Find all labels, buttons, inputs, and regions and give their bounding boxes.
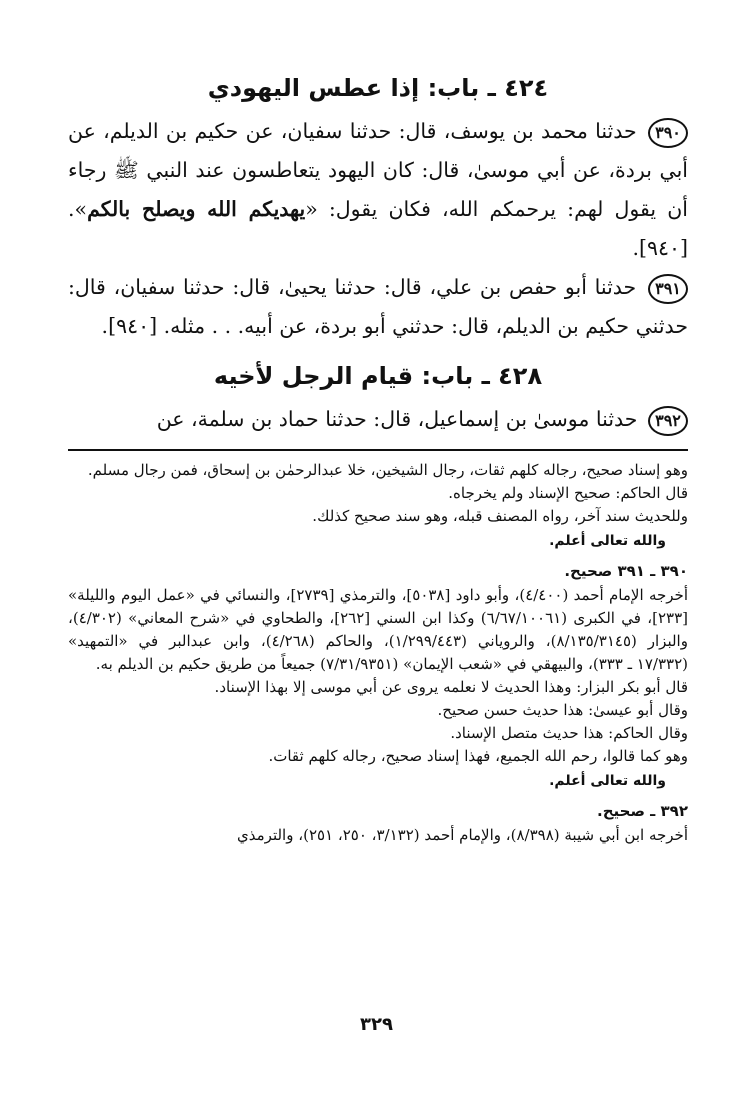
footnote-heading-392: ٣٩٢ ـ صحيح. [597, 802, 688, 820]
hadith-390 [68, 112, 688, 268]
footnote-heading-390-391: ٣٩٠ ـ ٣٩١ صحيح. [564, 562, 688, 580]
hadith-number-390: ٣٩٠ [648, 118, 688, 148]
hadith-391-text: حدثنا أبو حفص بن علي، قال: حدثنا يحيىٰ، قال: حدثنا سفيان، قال: حدثني حكيم بن الديلم، قال: حدثني أبو بردة، عن أبيه. . . مثله. [٩٤٠]. [68, 275, 688, 338]
footnote-line: قال أبو بكر البزار: وهذا الحديث لا نعلمه يروى عن أبي موسى إلا بهذا الإسناد. [214, 678, 688, 696]
hadith-392-text: حدثنا موسىٰ بن إسماعيل، قال: حدثنا حماد بن سلمة، عن [156, 407, 638, 431]
footnote-line: وقال الحاكم: هذا حديث متصل الإسناد. [450, 724, 688, 742]
hadith-number-391: ٣٩١ [648, 274, 688, 304]
footnote-closing: والله تعالى أعلم. [549, 773, 666, 789]
hadith-390-reference: ». [٩٤٠]. [68, 197, 688, 260]
footnote-line: وقال أبو عيسىٰ: هذا حديث حسن صحيح. [437, 701, 688, 719]
chapter-title-428: ٤٢٨ ـ باب: قيام الرجل لأخيه [213, 362, 543, 390]
footnote-line: وهو إسناد صحيح، رجاله كلهم ثقات، رجال الشيخين، خلا عبدالرحمٰن بن إسحاق، فمن رجال مسلم. [87, 461, 688, 479]
hadith-number-392: ٣٩٢ [648, 406, 688, 436]
footnotes [68, 459, 688, 847]
chapter-title-424: ٤٢٤ ـ باب: إذا عطس اليهودي [207, 74, 549, 102]
page-number: ٣٢٩ [360, 1014, 393, 1035]
footnote-line: قال الحاكم: صحيح الإسناد ولم يخرجاه. [448, 484, 688, 502]
page-body [68, 70, 688, 847]
hadith-392 [68, 400, 688, 439]
footnote-closing: والله تعالى أعلم. [549, 533, 666, 549]
hadith-390-text: حدثنا محمد بن يوسف، قال: حدثنا سفيان، عن حكيم بن الديلم، عن أبي بردة، عن أبي موسىٰ، قال: كان اليهود يتعاطسون عند النبي ﷺ رجاء أن يقول لهم: يرحمكم الله، فكان يقول: « [68, 119, 688, 221]
footnote-takhrij-paragraph: أخرجه الإمام أحمد (٤/٤٠٠)، وأبو داود [٥٠٣٨]، والترمذي [٢٧٣٩]، والنسائي في «عمل اليوم والليلة» [٢٣٣]، في الكبرى (٦/٦٧/١٠٠٦١) وكذا ابن السني [٢٦٢]، والطحاوي في «شرح المعاني» (٤/٣٠٢)، والبزار (٨/١٣٥/٣١٤٥)، والروياني (١/٢٩٩/٤٤٣)، والحاكم (٤/٢٦٨)، وابن عبدالبر في «التمهيد» (١٧/٣٣٢ ـ ٣٣٣)، والبيهقي في «شعب الإيمان» (٧/٣١/٩٣٥١) جميعاً من طريق حكيم بن الديلم به. [68, 586, 688, 673]
footnote-line: وللحديث سند آخر، رواه المصنف قبله، وهو سند صحيح كذلك. [312, 507, 688, 525]
hadith-391 [68, 268, 688, 346]
footnote-divider [68, 449, 688, 451]
footnote-line: وهو كما قالوا، رحم الله الجميع، فهذا إسناد صحيح، رجاله كلهم ثقات. [268, 747, 688, 765]
footnote-takhrij-paragraph: أخرجه ابن أبي شيبة (٨/٣٩٨)، والإمام أحمد (٣/١٣٢، ٢٥٠، ٢٥١)، والترمذي [237, 826, 688, 844]
hadith-390-quote: يهديكم الله ويصلح بالكم [87, 197, 306, 221]
